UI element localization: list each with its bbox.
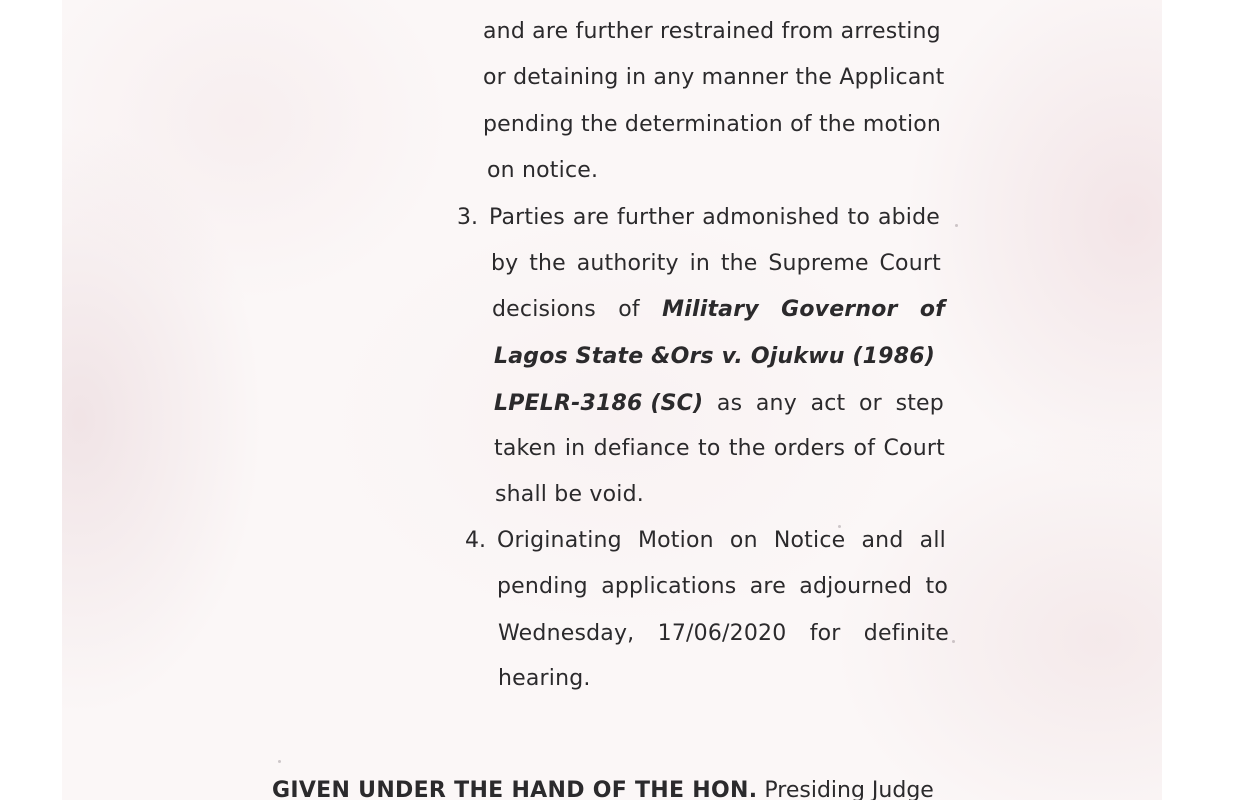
word: abide — [877, 205, 940, 230]
word: further — [617, 205, 695, 230]
word: all — [919, 528, 946, 553]
intro-line-2: or detaining in any manner the Applicant — [483, 65, 945, 90]
word: decisions — [492, 297, 596, 322]
word: to — [698, 436, 721, 461]
word: any — [755, 391, 797, 416]
item-4-line-2 — [497, 574, 948, 600]
case-citation: LPELR-3186 (SC) — [494, 391, 704, 416]
word: or — [859, 391, 882, 416]
word: Court — [879, 251, 941, 276]
closing-rest-text: Presiding Judge — [757, 778, 934, 800]
word: pending — [497, 574, 588, 599]
word: Supreme — [768, 251, 869, 276]
word: to — [925, 574, 948, 599]
word: Wednesday, — [498, 621, 635, 646]
case-name-word: Military — [662, 297, 759, 322]
word: authority — [576, 251, 679, 276]
word: applications — [601, 574, 737, 599]
word: are — [749, 574, 786, 599]
word: admonished — [702, 205, 840, 230]
word: act — [810, 391, 846, 416]
scan-speck — [952, 640, 955, 643]
word: Originating — [497, 528, 622, 553]
word: Motion — [637, 528, 714, 553]
scan-left-margin — [0, 0, 62, 800]
scan-speck — [955, 224, 958, 227]
item-3-line-3 — [492, 297, 945, 323]
word: Notice — [773, 528, 846, 553]
scan-speck — [278, 760, 281, 763]
intro-line-3: pending the determination of the motion — [483, 112, 942, 137]
word: Court — [883, 436, 945, 461]
word: in — [689, 251, 711, 276]
word: defiance — [593, 436, 690, 461]
intro-line-4: on notice. — [487, 158, 599, 183]
scan-speck — [838, 525, 841, 528]
hearing-date: 17/06/2020 — [657, 621, 787, 646]
case-name-word: of — [919, 297, 945, 322]
word: the — [529, 251, 566, 276]
word: adjourned — [799, 574, 913, 599]
word: step — [895, 391, 944, 416]
word: Parties — [489, 205, 565, 230]
item-3-line-2 — [491, 251, 941, 277]
item-3-case-name: Lagos State &Ors v. Ojukwu (1986) — [494, 344, 935, 369]
closing-statement — [272, 778, 934, 800]
word: the — [720, 251, 758, 276]
item-4-line-4: hearing. — [498, 666, 591, 691]
word: of — [853, 436, 876, 461]
item-4-line-1 — [497, 528, 946, 554]
scan-right-margin — [1162, 0, 1240, 800]
word: for — [809, 621, 841, 646]
item-3-number: 3. — [457, 205, 478, 230]
item-3-line-6 — [494, 436, 945, 462]
word: are — [572, 205, 610, 230]
case-name-word: Governor — [781, 297, 898, 322]
item-4-line-3 — [498, 621, 949, 647]
word: orders — [773, 436, 846, 461]
item-4-number: 4. — [465, 528, 486, 553]
word: in — [564, 436, 586, 461]
word: of — [618, 297, 640, 322]
word: taken — [494, 436, 557, 461]
closing-bold-text: GIVEN UNDER THE HAND OF THE HON. — [272, 778, 758, 800]
item-3-line-1 — [489, 205, 940, 231]
word: on — [729, 528, 758, 553]
intro-line-1: and are further restrained from arresting — [483, 19, 941, 44]
word: the — [728, 436, 766, 461]
item-3-line-5 — [494, 391, 944, 417]
word: as — [716, 391, 743, 416]
word: definite — [863, 621, 949, 646]
word: and — [861, 528, 904, 553]
item-3-line-7: shall be void. — [495, 482, 644, 507]
word: to — [847, 205, 870, 230]
word: by — [491, 251, 519, 276]
